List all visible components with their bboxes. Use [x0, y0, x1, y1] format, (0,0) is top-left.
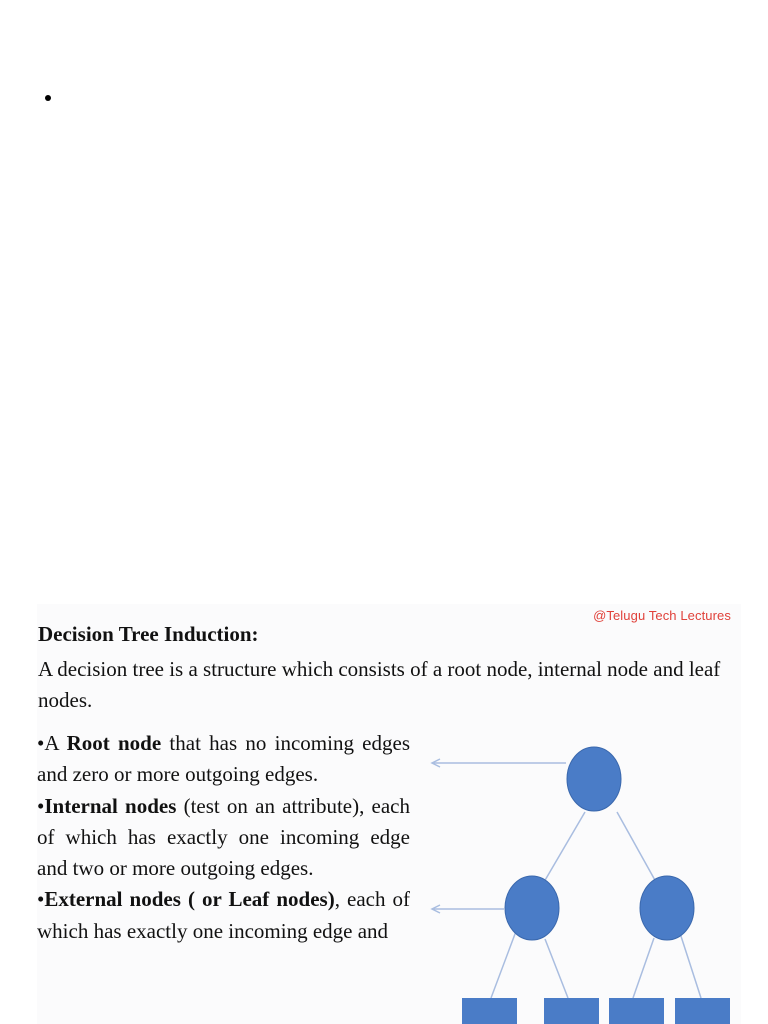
bullet-marker: • — [37, 887, 45, 912]
edge-left-leaf1 — [491, 926, 518, 998]
watermark: @Telugu Tech Lectures — [593, 608, 731, 623]
tree-nodes — [462, 747, 730, 1024]
leaf-node-1 — [462, 998, 517, 1024]
bullet-term: Root node — [66, 731, 162, 755]
bullet-term: External nodes ( or Leaf nodes) — [44, 887, 335, 912]
tree-diagram — [37, 604, 741, 1024]
bullet-term: Internal nodes — [44, 793, 177, 818]
bullet-text: , each of which has exactly one incoming edge and — [37, 887, 410, 943]
bullet-marker: • — [37, 793, 45, 818]
lecture-slide — [37, 604, 741, 1024]
bullet-text: (test on an attribute), each of which has exactly one incoming edge and two or more outgoing edges. — [37, 793, 410, 881]
leaf-node-2 — [544, 998, 599, 1024]
edge-right-leaf3 — [633, 938, 654, 998]
leaf-node-4 — [675, 998, 730, 1024]
edge-root-right — [617, 812, 656, 882]
bullet-marker: • — [37, 731, 45, 755]
root-node — [567, 747, 621, 811]
internal-node-right — [640, 876, 694, 940]
edge-root-left — [544, 812, 585, 882]
bullet-prefix: A — [44, 731, 67, 755]
internal-node-left — [505, 876, 559, 940]
edge-right-leaf4 — [679, 930, 701, 998]
leaf-node-3 — [609, 998, 664, 1024]
slide-intro: A decision tree is a structure which consists of a root node, internal node and leaf nodes. — [38, 657, 721, 712]
edge-left-leaf2 — [545, 939, 568, 998]
bullet-text: that has no incoming edges and zero or more outgoing edges. — [37, 731, 410, 787]
slide-title: Decision Tree Induction: — [38, 622, 259, 646]
bullet-point — [45, 95, 51, 101]
